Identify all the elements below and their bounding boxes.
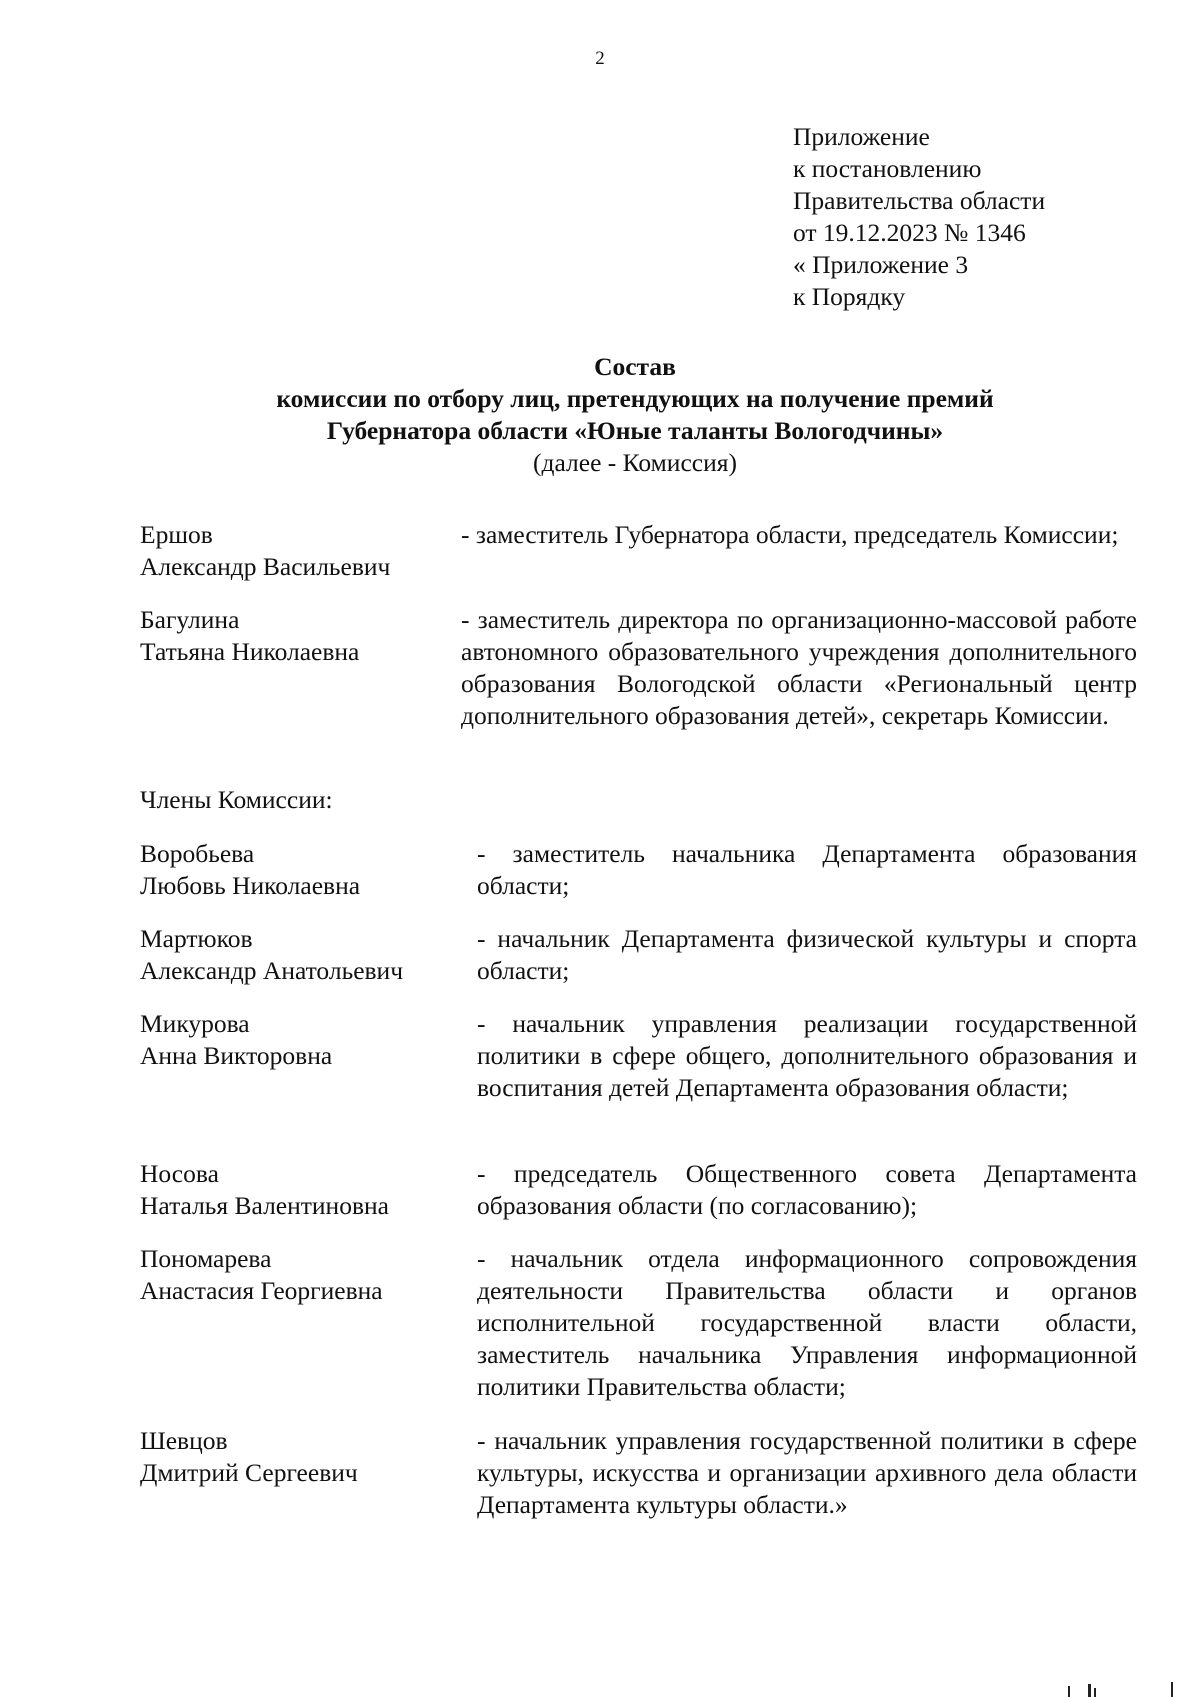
person-given-names: Анна Викторовна bbox=[140, 1041, 333, 1070]
appendix-reference bbox=[793, 121, 1153, 313]
scan-artifact bbox=[1068, 1686, 1070, 1697]
person-position: - начальник Департамента физической культуры и спорта области; bbox=[477, 924, 1137, 985]
person-given-names: Наталья Валентиновна bbox=[140, 1191, 389, 1220]
person-position: - начальник отдела информационного сопровождения деятельности Правительства области и органов исполнительной государственной власти области, заместитель начальника Управления информационной политики Правительства области; bbox=[477, 1244, 1137, 1401]
person-surname: Шевцов bbox=[140, 1426, 228, 1455]
person-name bbox=[140, 519, 460, 583]
person-surname: Носова bbox=[140, 1159, 219, 1188]
person-position: - заместитель Губернатора области, председатель Комиссии; bbox=[461, 520, 1119, 549]
person-name bbox=[140, 1243, 460, 1307]
page-number: 2 bbox=[595, 48, 605, 69]
appendix-line: от 19.12.2023 № 1346 bbox=[793, 218, 1026, 247]
scan-artifact bbox=[1088, 1684, 1091, 1697]
person-given-names: Дмитрий Сергеевич bbox=[140, 1458, 358, 1487]
title-subline: (далее - Комиссия) bbox=[533, 448, 737, 477]
appendix-line: Правительства области bbox=[793, 186, 1046, 215]
appendix-line: к Порядку bbox=[793, 282, 906, 311]
person-given-names: Любовь Николаевна bbox=[140, 871, 361, 900]
members-heading: Члены Комиссии: bbox=[140, 785, 333, 814]
person-position: - начальник управления государственной политики в сфере культуры, искусства и организации архивного дела области Департамента культуры области.» bbox=[477, 1426, 1137, 1519]
person-given-names: Александр Анатольевич bbox=[140, 956, 404, 985]
person-position: - председатель Общественного совета Департамента образования области (по согласованию); bbox=[477, 1159, 1137, 1220]
appendix-line: к постановлению bbox=[793, 154, 982, 183]
person-name bbox=[140, 1158, 460, 1222]
document-title bbox=[130, 351, 1140, 479]
scan-artifact bbox=[1171, 1682, 1173, 1697]
person-surname: Воробьева bbox=[140, 839, 255, 868]
person-given-names: Анастасия Георгиевна bbox=[140, 1276, 383, 1305]
appendix-line: Приложение bbox=[793, 122, 930, 151]
title-line: комиссии по отбору лиц, претендующих на получение премий bbox=[276, 384, 994, 413]
title-line: Губернатора области «Юные таланты Вологодчины» bbox=[326, 416, 944, 445]
person-surname: Багулина bbox=[140, 605, 240, 634]
title-line: Состав bbox=[594, 352, 676, 381]
person-surname: Микурова bbox=[140, 1009, 250, 1038]
appendix-line: « Приложение 3 bbox=[793, 250, 969, 279]
person-surname: Пономарева bbox=[140, 1244, 272, 1273]
person-name bbox=[140, 1425, 460, 1489]
scan-artifact bbox=[1094, 1688, 1096, 1697]
person-given-names: Татьяна Николаевна bbox=[140, 637, 360, 666]
person-position: - начальник управления реализации государственной политики в сфере общего, дополнительного образования и воспитания детей Департамента образования области; bbox=[477, 1009, 1137, 1102]
person-surname: Ершов bbox=[140, 520, 213, 549]
person-given-names: Александр Васильевич bbox=[140, 552, 391, 581]
person-name bbox=[140, 923, 460, 987]
person-surname: Мартюков bbox=[140, 924, 253, 953]
person-position: - заместитель директора по организационно-массовой работе автономного образовательного учреждения дополнительного образования Вологодской области «Региональный центр дополнительного образования детей», секретарь Комиссии. bbox=[461, 605, 1137, 730]
person-name bbox=[140, 604, 460, 668]
person-position: - заместитель начальника Департамента образования области; bbox=[477, 839, 1137, 900]
person-name bbox=[140, 838, 460, 902]
person-name bbox=[140, 1008, 460, 1072]
